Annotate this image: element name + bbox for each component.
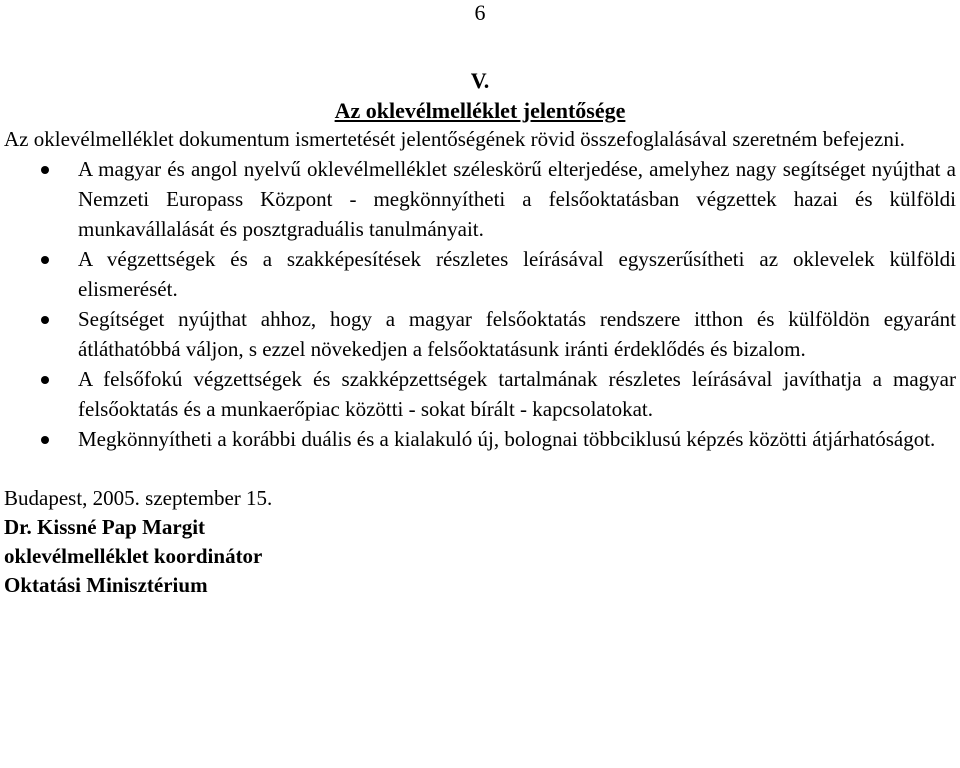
intro-paragraph: Az oklevélmelléklet dokumentum ismertetését jelentőségének rövid összefoglalásával szeretném befejezni. (4, 127, 905, 151)
bullet-text: A magyar és angol nyelvű oklevélmelléklet széleskörű elterjedése, amelyhez nagy segítséget nyújthat a Nemzeti Europass Központ - megkönnyítheti a felsőoktatásban végzettek hazai és külföldi munkavállalását és posztgraduális tanulmányait. (78, 157, 956, 241)
signature-block (4, 484, 956, 600)
signature-date: Budapest, 2005. szeptember 15. (4, 486, 273, 510)
bullet-text: Segítséget nyújthat ahhoz, hogy a magyar felsőoktatás rendszere itthon és külföldön egyaránt átláthatóbbá váljon, s ezzel növekedjen a felsőoktatásunk iránti érdeklődés és bizalom. (78, 307, 956, 361)
bullet-icon (41, 316, 49, 324)
bullet-item (4, 154, 956, 244)
section-numeral: V. (470, 68, 490, 93)
signature-role: oklevélmelléklet koordinátor (4, 544, 263, 568)
bullet-list (4, 154, 956, 454)
bullet-item (4, 424, 956, 454)
page-number: 6 (474, 0, 486, 25)
bullet-icon (41, 166, 49, 174)
signature-name: Dr. Kissné Pap Margit (4, 515, 206, 539)
bullet-icon (41, 256, 49, 264)
signature-organization: Oktatási Minisztérium (4, 573, 208, 597)
bullet-text: A végzettségek és a szakképesítések részletes leírásával egyszerűsítheti az oklevelek külföldi elismerését. (78, 247, 956, 301)
bullet-text: A felsőfokú végzettségek és szakképzettségek tartalmának részletes leírásával javíthatja a magyar felsőoktatás és a munkaerőpiac közötti - sokat bírált - kapcsolatokat. (78, 367, 956, 421)
bullet-icon (41, 436, 49, 444)
bullet-item (4, 244, 956, 304)
bullet-icon (41, 376, 49, 384)
bullet-item (4, 364, 956, 424)
document-page (4, 0, 956, 600)
bullet-item (4, 304, 956, 364)
bullet-text: Megkönnyítheti a korábbi duális és a kialakuló új, bolognai többciklusú képzés közötti átjárhatóságot. (78, 427, 936, 451)
section-title: Az oklevélmelléklet jelentősége (334, 98, 626, 123)
